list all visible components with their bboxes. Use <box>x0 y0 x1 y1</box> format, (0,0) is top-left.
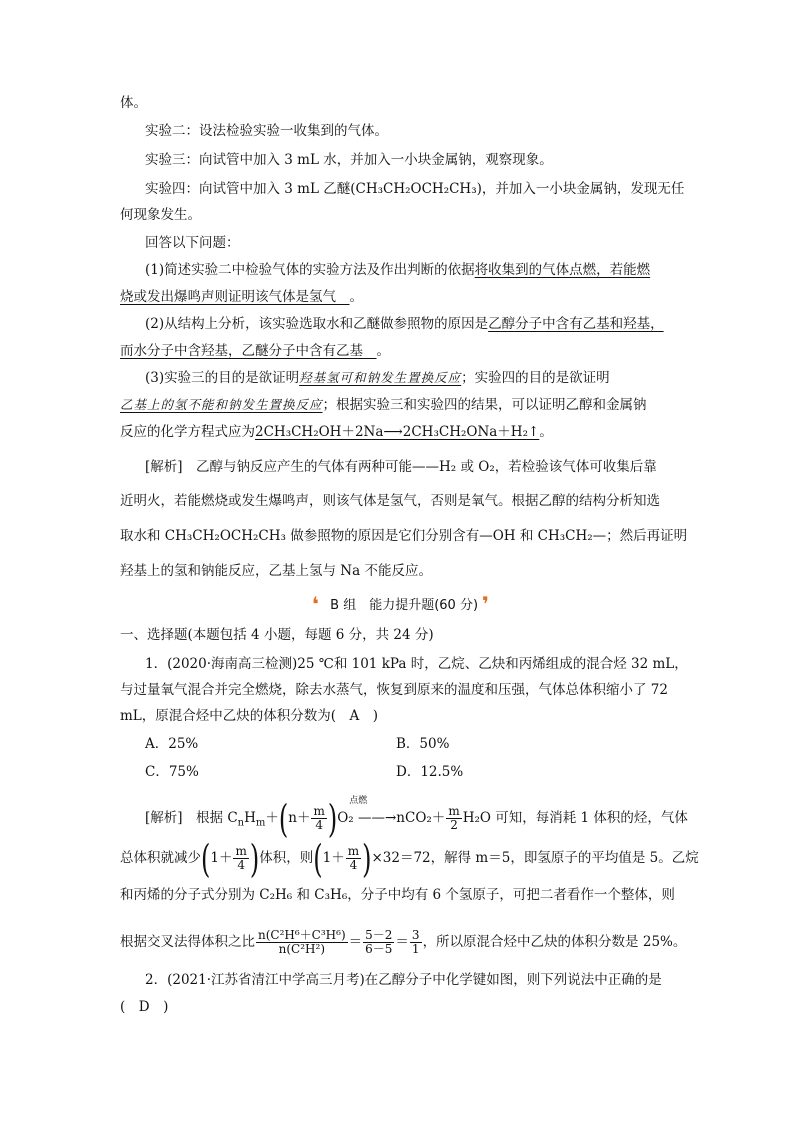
close-quote-icon: ❜ <box>482 592 490 616</box>
fraction: $\frac{m}{4}$ <box>235 844 247 872</box>
fraction: $\frac{5-2}{6-5}$ <box>365 928 393 956</box>
option-c: C．75% <box>145 764 199 780</box>
answer-text: 烧或发出爆鸣声则证明该气体是氢气 <box>120 289 336 305</box>
text-line: 体。 <box>120 95 147 111</box>
handwritten-answer: 乙基上的氢不能和钠发生置换反应 <box>120 397 323 412</box>
question-2-line <box>145 314 664 334</box>
problem-1-line: 1．(2020·海南高三检测)25 ℃和 101 kPa 时，乙烷、乙炔和丙烯组成的混合烃 32 mL， <box>145 656 688 672</box>
text-line: 何现象发生。 <box>120 207 201 223</box>
question-2-line: 而水分子中含羟基，乙醚分子中含有乙基 。 <box>120 343 390 359</box>
problem-2-line: ( D ) <box>120 999 169 1015</box>
answer-text: 乙醇分子中含有乙基和羟基， <box>488 316 664 332</box>
question-3-line: (3)实验三的目的是欲证明羟基氢可和钠发生置换反应；实验四的目的是欲证明 <box>145 370 610 386</box>
option-a: A．25% <box>145 736 199 752</box>
text-line: 实验二：设法检验实验一收集到的气体。 <box>145 123 388 139</box>
question-3-line: 乙基上的氢不能和钠发生置换反应；根据实验三和实验四的结果，可以证明乙醇和金属钠 <box>120 397 647 413</box>
fraction: $\frac{m}{4}$ <box>313 804 325 832</box>
open-quote-icon: ❛ <box>312 592 319 616</box>
text-line: 实验四：向试管中加入 3 mL 乙醚(CH₃CH₂OCH₂CH₃)，并加入一小块金属钠，发现无任 <box>145 181 685 197</box>
option-d: D．12.5% <box>396 764 464 780</box>
explanation-line: 取水和 CH₃CH₂OCH₂CH₃ 做参照物的原因是它们分别含有—OH 和 CH₃CH₂—；然后再证明 <box>120 528 688 544</box>
answer-equation: 2CH₃CH₂OH＋2Na⟶2CH₃CH₂ONa＋H₂↑ <box>255 424 540 440</box>
text-line: 实验三：向试管中加入 3 mL 水，并加入一小块金属钠，观察现象。 <box>145 152 553 168</box>
reaction-condition: 点燃 <box>349 796 368 806</box>
problem-1-line: mL，原混合烃中乙炔的体积分数为( A ) <box>120 708 379 724</box>
solution-line: 总体积就减少(1＋ $\frac{m}{4}$ )体积，则(1＋ $\frac{m}{4}$ )×32＝72，解得 m＝5，即氢原子的平均值是 5。乙烷 <box>120 836 699 881</box>
section-subtitle: 一、选择题(本题包括 4 小题，每题 6 分，共 24 分) <box>120 627 434 643</box>
problem-1-line: 与过量氧气混合并完全燃烧，除去水蒸气，恢复到原来的温度和压强，气体总体积缩小了 72 <box>120 682 668 698</box>
explanation-line: [解析] 乙醇与钠反应产生的气体有两种可能——H₂ 或 O₂，若检验该气体可收集后靠 <box>145 459 657 475</box>
question-text: (1)简述实验二中检验气体的实验方法及作出判断的依据 <box>145 262 475 278</box>
answer-text: 而水分子中含羟基，乙醚分子中含有乙基 <box>120 343 363 359</box>
section-header <box>312 592 496 616</box>
section-title: B 组 能力提升题(60 分) <box>330 598 479 613</box>
solution-line: [解析] 根据 $C_nH_m+(n+$ $\frac{m}{4}$ ) 点燃 O₂ ——→nCO₂＋ $\frac{m}{2}$ H₂O 可知，每消耗 1 体积的烃，气体 <box>145 796 688 841</box>
explanation-line: 羟基上的氢和钠能反应，乙基上氢与 Na 不能反应。 <box>120 563 432 579</box>
fraction: $\frac{\text{n(C²H⁶＋C³H⁶)}}{\text{n(C²H²)}}$ <box>258 928 346 956</box>
question-text: (2)从结构上分析，该实验选取水和乙醚做参照物的原因是 <box>145 316 489 332</box>
fraction: $\frac{m}{4}$ <box>347 844 360 872</box>
question-3-line: 反应的化学方程式应为2CH₃CH₂OH＋2Na⟶2CH₃CH₂ONa＋H₂↑。 <box>120 424 553 440</box>
question-text: (3)实验三的目的是欲证明 <box>145 370 300 386</box>
fraction: $\frac{m}{2}$ <box>448 804 460 832</box>
solution-line: 和丙烯的分子式分别为 C₂H₆ 和 C₃H₆，分子中均有 6 个氢原子，可把二者看作一个整体，则 <box>120 887 675 903</box>
text-line: 回答以下问题： <box>145 235 240 251</box>
fraction: $\frac{3}{1}$ <box>411 928 420 956</box>
question-1-line: 烧或发出爆鸣声则证明该气体是氢气 。 <box>120 289 363 305</box>
question-1-line <box>145 260 650 280</box>
problem-2-line: 2．(2021·江苏省清江中学高三月考)在乙醇分子中化学键如图，则下列说法中正确的是 <box>145 972 662 988</box>
answer-text: 将收集到的气体点燃，若能燃 <box>474 262 651 278</box>
handwritten-answer: 羟基氢可和钠发生置换反应 <box>299 370 462 385</box>
option-b: B．50% <box>396 736 450 752</box>
solution-line: 根据交叉法得体积之比 $\frac{\text{n(C²H⁶＋C³H⁶)}}{\text{n(C²H²)}}$ ＝ $\frac{5-2}{6-5}$ ＝ $\frac{3}{1}$ ，所以原混合烃中乙炔的体积分数是 25%。 <box>120 928 687 956</box>
explanation-line: 近明火，若能燃烧或发生爆鸣声，则该气体是氢气，否则是氧气。根据乙醇的结构分析知选 <box>120 493 660 509</box>
